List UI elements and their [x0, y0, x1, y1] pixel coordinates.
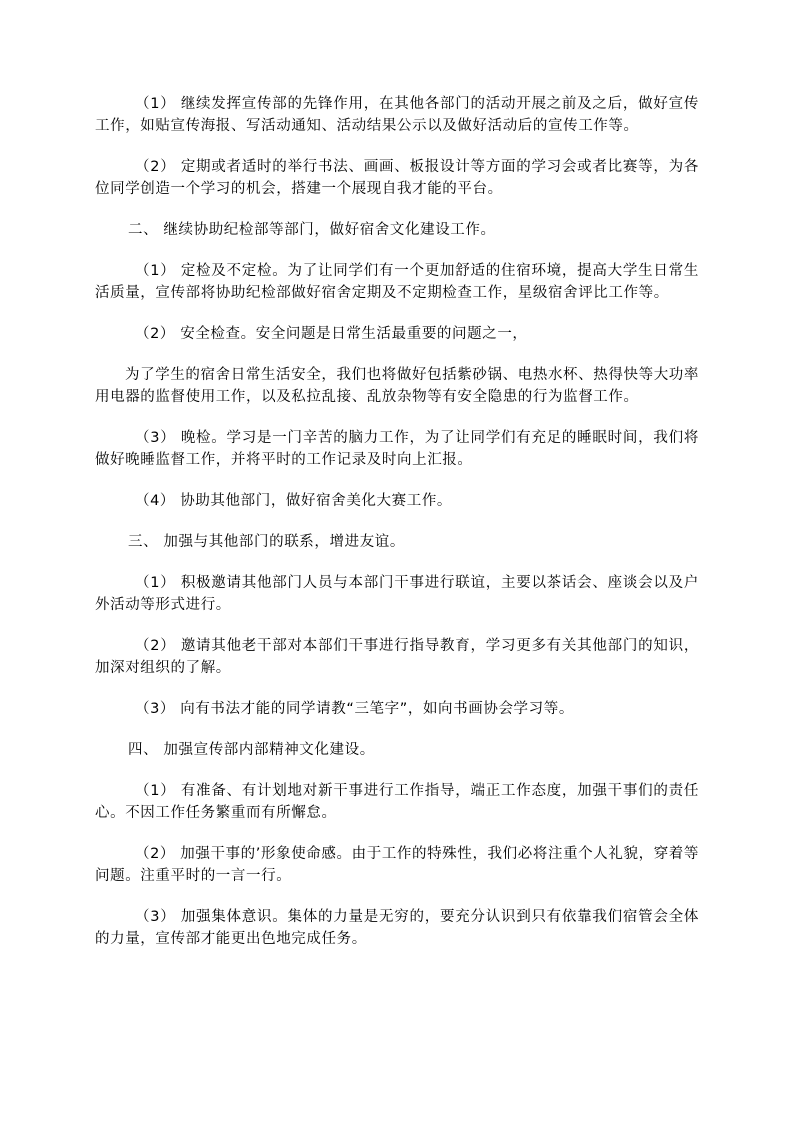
- paragraph-3-2: （2） 邀请其他老干部对本部们干事进行指导教育，学习更多有关其他部门的知识，加深对组织的了解。: [95, 638, 699, 676]
- paragraph-2-1: （1） 定检及不定检。为了让同学们有一个更加舒适的住宿环境，提高大学生日常生活质量，宣传部将协助纪检部做好宿舍定期及不定期检查工作，星级宿舍评比工作等。: [95, 263, 699, 301]
- document-body: [95, 93, 699, 969]
- paragraph-2-2: （2） 安全检查。安全问题是日常生活最重要的问题之一，: [135, 326, 528, 342]
- paragraph-3-1: （1） 积极邀请其他部门人员与本部门干事进行联谊，主要以茶话会、座谈会以及户外活动等形式进行。: [95, 575, 699, 613]
- paragraph-1-1: （1） 继续发挥宣传部的先锋作用，在其他各部门的活动开展之前及之后，做好宣传工作，如贴宣传海报、写活动通知、活动结果公示以及做好活动后的宣传工作等。: [95, 96, 699, 134]
- section-heading-4: 四、 加强宣传部内部精神文化建设。: [128, 742, 375, 758]
- paragraph-2-2-continued: 为了学生的宿舍日常生活安全，我们也将做好包括紫砂锅、电热水杯、热得快等大功率用电器的监督使用工作，以及私拉乱接、乱放杂物等有安全隐患的行为监督工作。: [95, 367, 699, 405]
- paragraph-4-3: （3） 加强集体意识。集体的力量是无穷的，要充分认识到只有依靠我们宿管会全体的力量，宣传部才能更出色地完成任务。: [95, 909, 699, 947]
- paragraph-1-2: （2） 定期或者适时的举行书法、画画、板报设计等方面的学习会或者比赛等，为各位同学创造一个学习的机会，搭建一个展现自我才能的平台。: [95, 159, 699, 197]
- paragraph-2-3: （3） 晚检。学习是一门辛苦的脑力工作，为了让同学们有充足的睡眠时间，我们将做好晚睡监督工作，并将平时的工作记录及时向上汇报。: [95, 430, 699, 468]
- section-heading-2: 二、 继续协助纪检部等部门，做好宿舍文化建设工作。: [128, 222, 496, 238]
- paragraph-3-3: （3） 向有书法才能的同学请教“三笔字”，如向书画协会学习等。: [135, 701, 574, 717]
- section-heading-3: 三、 加强与其他部门的联系，增进友谊。: [128, 534, 406, 550]
- paragraph-4-1: （1） 有准备、有计划地对新干事进行工作指导，端正工作态度，加强干事们的责任心。不因工作任务繁重而有所懈怠。: [95, 783, 699, 821]
- paragraph-2-4: （4） 协助其他部门，做好宿舍美化大赛工作。: [135, 493, 453, 509]
- paragraph-4-2: （2） 加强干事的’形象使命感。由于工作的特殊性，我们必将注重个人礼貌，穿着等问题。注重平时的一言一行。: [95, 846, 699, 884]
